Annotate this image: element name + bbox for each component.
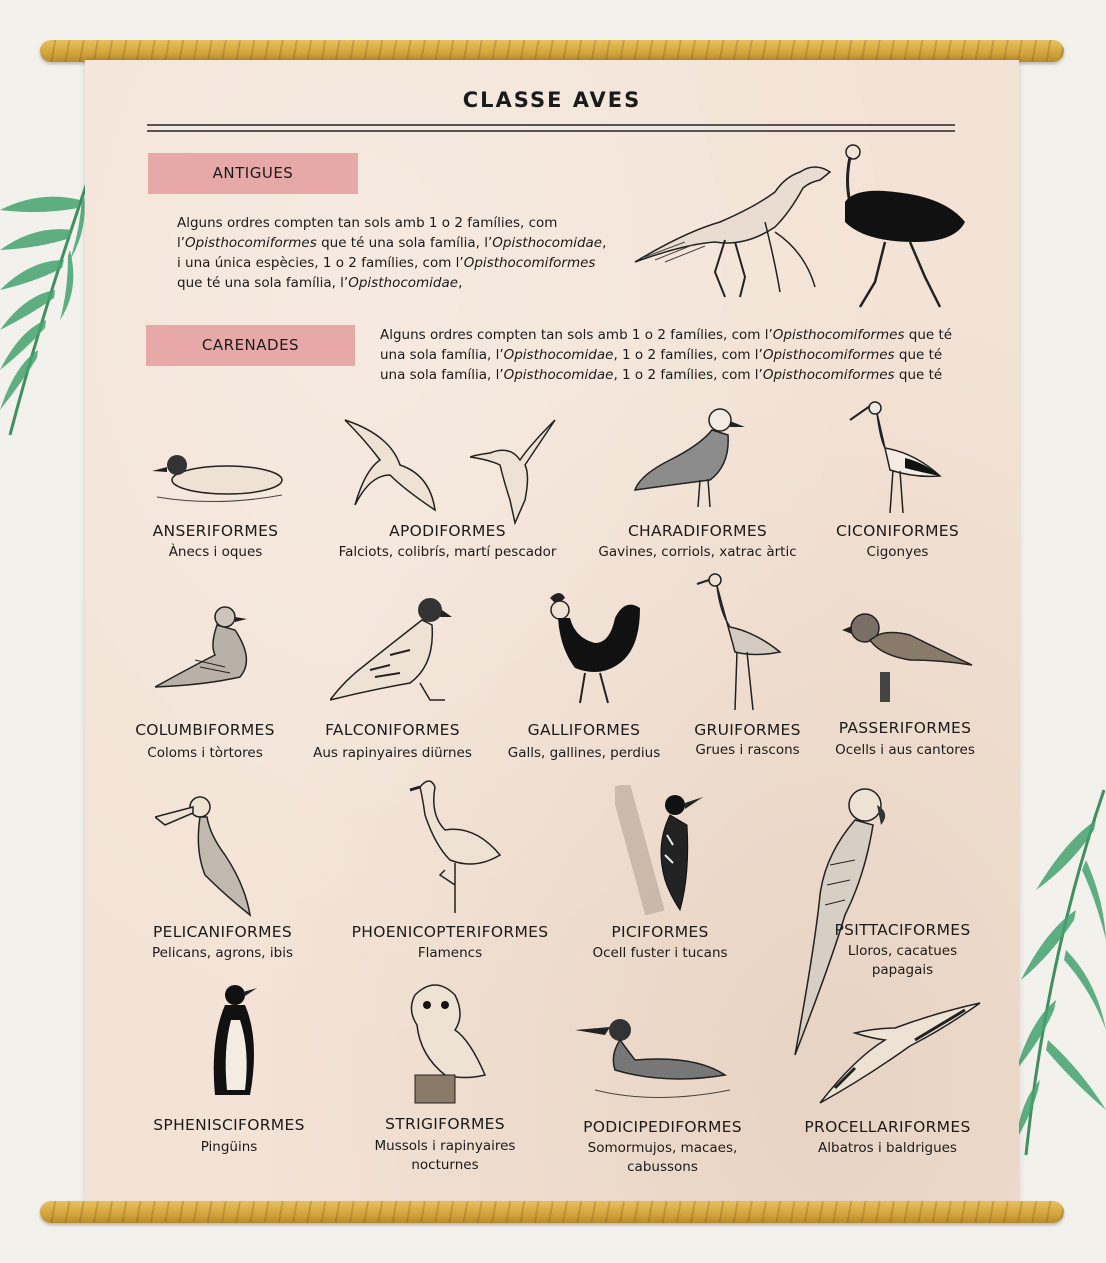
- duck-illustration: [147, 445, 287, 505]
- order-description: Pelicans, agrons, ibis: [152, 945, 293, 961]
- order-name: GALLIFORMES: [527, 721, 641, 739]
- swift-illustration: [340, 415, 440, 515]
- page-title: CLASSE AVES: [462, 88, 642, 112]
- order-name: PICIFORMES: [611, 923, 709, 941]
- order-description: Flamencs: [417, 945, 483, 961]
- order-description: Ocells i aus cantores: [835, 742, 975, 758]
- order-name: CHARADIFORMES: [627, 522, 768, 540]
- order-name: FALCONIFORMES: [325, 721, 460, 739]
- order-name: CICONIFORMES: [835, 522, 960, 540]
- antigues-text: Alguns ordres compten tan sols amb 1 o 2 famílies, com l’Opisthocomiformes que té una sola família, l’Opisthocomidae, i una única espècies, 1 o 2 famílies, com l’Opisthocomiformes que té una sola família, l’Opisthocomidae,: [177, 215, 607, 291]
- wooden-rod-bottom: [40, 1201, 1064, 1223]
- sparrow-illustration: [840, 610, 975, 705]
- order-description: Albatros i baldrigues: [818, 1140, 957, 1156]
- poster: [85, 60, 1019, 1203]
- order-name: PROCELLARIFORMES: [804, 1118, 971, 1136]
- carenades-label: CARENADES: [146, 325, 355, 366]
- title-rule: [147, 124, 955, 126]
- order-name: PODICIPEDIFORMES: [583, 1118, 742, 1136]
- gull-illustration: [630, 405, 750, 510]
- order-name: PSITTACIFORMES: [834, 921, 971, 939]
- order-description: Grues i rascons: [695, 742, 800, 758]
- order-description: Gavines, corriols, xatrac àrtic: [598, 544, 797, 560]
- order-description: Falciots, colibrís, martí pescador: [338, 544, 557, 560]
- order-name: SPHENISCIFORMES: [153, 1116, 305, 1134]
- palm-leaf-right: [1016, 780, 1106, 1160]
- order-description: Cigonyes: [866, 544, 929, 560]
- order-description: Somormujos, macaes, cabussons: [587, 1140, 738, 1175]
- ostrich-illustration: [835, 142, 975, 312]
- penguin-illustration: [195, 980, 270, 1105]
- archaeopteryx-illustration: [625, 152, 835, 302]
- stork-illustration: [845, 398, 945, 518]
- pelican-illustration: [155, 795, 265, 920]
- order-description: Coloms i tòrtores: [147, 745, 263, 761]
- order-description: Ànecs i oques: [168, 544, 263, 560]
- order-name: PHOENICOPTERIFORMES: [351, 923, 549, 941]
- owl-illustration: [395, 975, 495, 1105]
- order-description: Pingüins: [200, 1139, 258, 1155]
- flamingo-illustration: [405, 775, 505, 915]
- order-name: APODIFORMES: [389, 522, 506, 540]
- order-name: COLUMBIFORMES: [135, 721, 275, 739]
- pigeon-illustration: [155, 605, 270, 695]
- antigues-label: ANTIGUES: [148, 153, 358, 194]
- order-description: Ocell fuster i tucans: [592, 945, 728, 961]
- woodpecker-illustration: [615, 785, 705, 915]
- rooster-illustration: [540, 588, 650, 708]
- order-description: Aus rapinyaires diürnes: [313, 745, 472, 761]
- title-rule: [147, 130, 955, 132]
- grebe-illustration: [575, 1005, 735, 1105]
- albatross-illustration: [815, 998, 985, 1108]
- order-description: Mussols i rapinyaires nocturnes: [374, 1138, 516, 1173]
- order-name: PELICANIFORMES: [152, 923, 293, 941]
- crane-illustration: [695, 572, 785, 712]
- hummingbird-illustration: [470, 415, 560, 525]
- order-name: PASSERIFORMES: [838, 719, 972, 737]
- order-description: Galls, gallines, perdius: [507, 745, 661, 761]
- falcon-illustration: [330, 595, 455, 705]
- wooden-rod-top: [40, 40, 1064, 62]
- order-name: STRIGIFORMES: [385, 1115, 505, 1133]
- order-name: GRUIFORMES: [694, 721, 801, 739]
- carenades-text: Alguns ordres compten tan sols amb 1 o 2 famílies, com l’Opisthocomiformes que té una sola família, l’Opisthocomidae, 1 o 2 famílies, com l’Opisthocomiformes que té una sola família, l’Opisthocomidae, 1 o 2 famílies, com l’Opisthocomiformes que té: [380, 327, 953, 383]
- order-description: Lloros, cacatues papagais: [847, 943, 958, 978]
- palm-leaf-left: [0, 170, 90, 440]
- order-name: ANSERIFORMES: [152, 522, 279, 540]
